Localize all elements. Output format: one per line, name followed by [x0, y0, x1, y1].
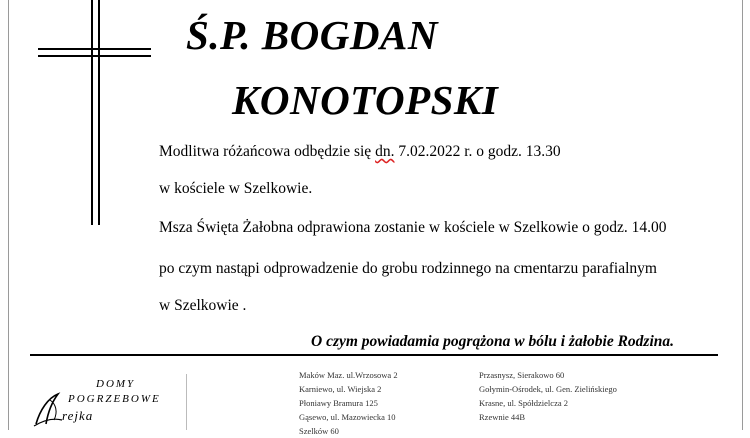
address-item: Płoniawy Bramura 125 — [299, 398, 378, 408]
rosary-prefix: Modlitwa różańcowa odbędzie się — [159, 143, 376, 160]
address-item: Krasne, ul. Spółdzielcza 2 — [479, 398, 568, 408]
funeral-home-logo-icon — [30, 390, 64, 430]
logo-text-line3: rejka — [62, 408, 94, 423]
procession-line: po czym nastąpi odprowadzenie do grobu rodzinnego na cmentarzu parafialnym — [159, 260, 657, 277]
addresses-left — [299, 368, 398, 438]
deceased-name-line2: KONOTOPSKI — [232, 77, 499, 123]
footer-divider — [186, 374, 187, 430]
address-item: Przasnysz, Sierakowo 60 — [479, 370, 565, 380]
logo-text-line2: POGRZEBOWE — [68, 393, 161, 405]
address-item: Rzewnie 44B — [479, 412, 526, 422]
deceased-name-line1: Ś.P. BOGDAN — [186, 12, 438, 58]
addresses-right — [479, 368, 617, 424]
rosary-line — [159, 143, 561, 161]
rosary-date-time: 7.02.2022 r. o godz. 13.30 — [394, 143, 561, 160]
address-item: Gąsewo, ul. Mazowiecka 10 — [299, 412, 396, 422]
spellcheck-marked-word: dn. — [375, 143, 395, 160]
procession-place: w Szelkowie . — [159, 297, 247, 314]
funeral-home-logo — [26, 378, 186, 430]
address-item: Szelków 60 — [299, 426, 339, 436]
mass-line: Msza Święta Żałobna odprawiona zostanie w kościele w Szelkowie o godz. 14.00 — [159, 219, 667, 236]
logo-text-line1: DOMY — [96, 378, 136, 390]
divider — [30, 354, 718, 356]
address-item: Maków Maz. ul.Wrzosowa 2 — [299, 370, 398, 380]
closing-line: O czym powiadamia pogrążona w bólu i żałobie Rodzina. — [311, 333, 675, 350]
address-item: Karniewo, ul. Wiejska 2 — [299, 384, 382, 394]
address-item: Gołymin-Ośrodek, ul. Gen. Zielińskiego — [479, 384, 617, 394]
rosary-place: w kościele w Szelkowie. — [159, 180, 313, 197]
cross-icon — [0, 0, 160, 230]
